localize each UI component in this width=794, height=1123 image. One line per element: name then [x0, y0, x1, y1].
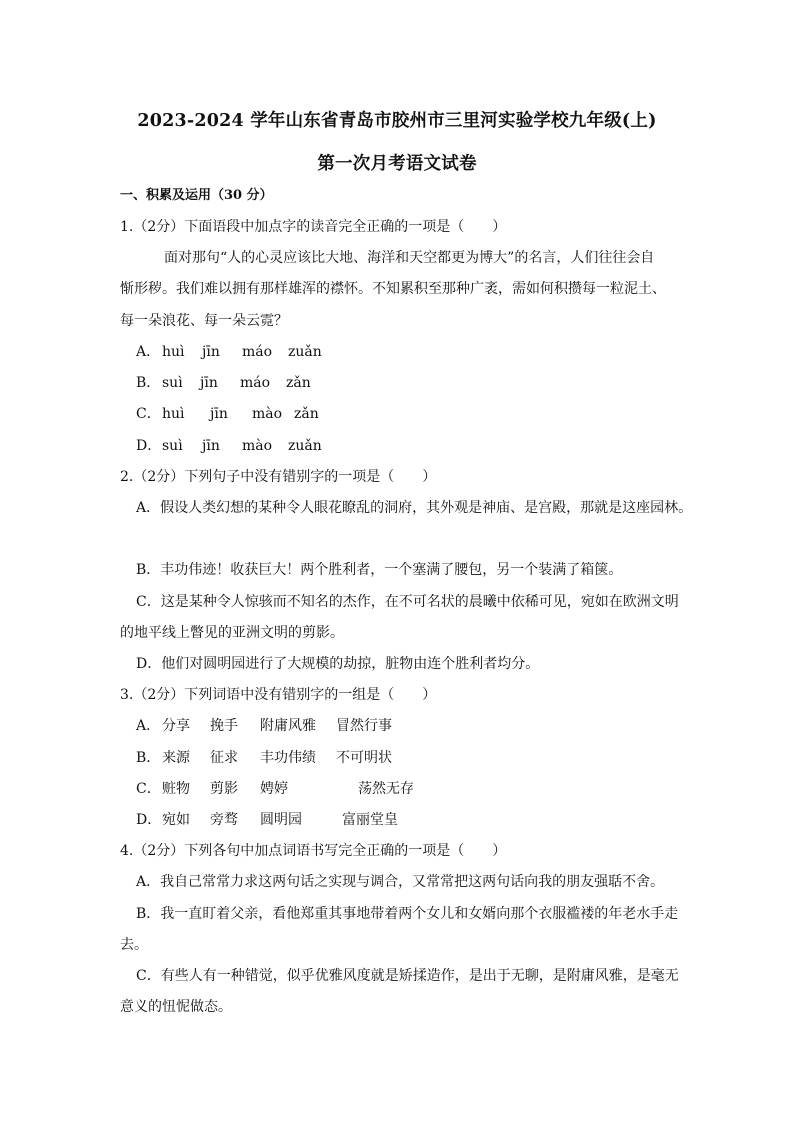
q1-passage-line: 每一朵浪花、每一朵云霓？ [120, 313, 288, 329]
q1-stem: 1.（2分）下面语段中加点字的读音完全正确的一项是（ ） [120, 219, 507, 235]
exam-title-line2: 第一次月考语文试卷 [317, 154, 477, 174]
pinyin: jīn [200, 375, 218, 391]
word: 附庸风雅 [260, 718, 316, 734]
option-letter: B． [136, 375, 161, 391]
word: 征求 [210, 750, 238, 766]
word: 丰功伟绩 [260, 750, 316, 766]
pinyin: zuǎn [288, 344, 322, 360]
q2-option-c[interactable]: C．这是某种令人惊骇而不知名的杰作，在不可名状的晨曦中依稀可见，宛如在欧洲文明 [136, 594, 679, 610]
q1-passage-line: 面对那句“人的心灵应该比大地、海洋和天空都更为博大”的名言，人们往往会自 [164, 250, 655, 266]
word: 剪影 [210, 781, 238, 797]
q1-passage-line: 惭形秽。我们难以拥有那样雄浑的襟怀。不知累积至那种广袤，需如何积攒每一粒泥土、 [120, 281, 666, 297]
word: 分享 [162, 718, 190, 734]
option-letter: A． [136, 718, 161, 734]
option-letter: A． [136, 344, 161, 360]
q2-option-d[interactable]: D．他们对圆明园进行了大规模的劫掠，脏物由连个胜利者均分。 [136, 656, 540, 672]
pinyin: jīn [202, 344, 220, 360]
word: 娉婷 [260, 781, 288, 797]
pinyin: zuǎn [288, 438, 322, 454]
pinyin: zǎn [286, 375, 311, 391]
q4-option-b[interactable]: B．我一直盯着父亲，看他郑重其事地带着两个女儿和女婿向那个衣服褴褛的年老水手走 [136, 906, 679, 922]
word: 旁骛 [210, 812, 238, 828]
word: 不可明状 [336, 750, 392, 766]
q4-option-c[interactable]: C．有些人有一种错觉，似乎优雅风度就是矫揉造作，是出于无聊，是附庸风雅，是毫无 [136, 968, 679, 984]
pinyin: zǎn [294, 406, 319, 422]
word: 荡然无存 [358, 781, 414, 797]
option-letter: B． [136, 750, 161, 766]
pinyin: huì [162, 344, 185, 360]
pinyin: máo [240, 375, 271, 391]
option-letter: D． [136, 438, 162, 454]
word: 富丽堂皇 [342, 812, 398, 828]
q4-option-a[interactable]: A．我自己常常力求这两句话之实现与调合，又常常把这两句话向我的朋友强聒不舍。 [136, 874, 665, 890]
exam-title-line1: 2023-2024 学年山东省青岛市胶州市三里河实验学校九年级(上) [137, 111, 657, 131]
q2-stem: 2.（2分）下列句子中没有错别字的一项是（ ） [120, 469, 437, 485]
pinyin: mào [242, 438, 273, 454]
q4-option-c-cont: 意义的忸怩做态。 [120, 999, 232, 1015]
section-heading: 一、积累及运用（30 分） [120, 188, 273, 203]
pinyin: jīn [202, 438, 220, 454]
pinyin: jīn [210, 406, 228, 422]
option-letter: D． [136, 812, 162, 828]
option-letter: C． [136, 406, 161, 422]
word: 圆明园 [260, 812, 302, 828]
q2-option-c-cont: 的地平线上瞥见的亚洲文明的剪影。 [120, 625, 344, 641]
pinyin: huì [162, 406, 185, 422]
q4-stem: 4.（2分）下列各句中加点词语书写完全正确的一项是（ ） [120, 843, 507, 859]
word: 挽手 [210, 718, 238, 734]
word: 宛如 [162, 812, 190, 828]
pinyin: suì [162, 375, 183, 391]
q3-stem: 3.（2分）下列词语中没有错别字的一组是（ ） [120, 687, 437, 703]
pinyin: mào [252, 406, 283, 422]
pinyin: máo [242, 344, 273, 360]
pinyin: suì [162, 438, 183, 454]
word: 冒然行事 [336, 718, 392, 734]
word: 赃物 [162, 781, 190, 797]
option-letter: C． [136, 781, 161, 797]
q4-option-b-cont: 去。 [120, 937, 148, 953]
q2-option-a[interactable]: A．假设人类幻想的某种令人眼花瞭乱的洞府，其外观是神庙、是宫殿，那就是这座园林。 [136, 500, 693, 516]
q2-option-b[interactable]: B．丰功伟迹！收获巨大！两个胜利者，一个塞满了腰包，另一个装满了箱箧。 [136, 562, 623, 578]
word: 来源 [162, 750, 190, 766]
